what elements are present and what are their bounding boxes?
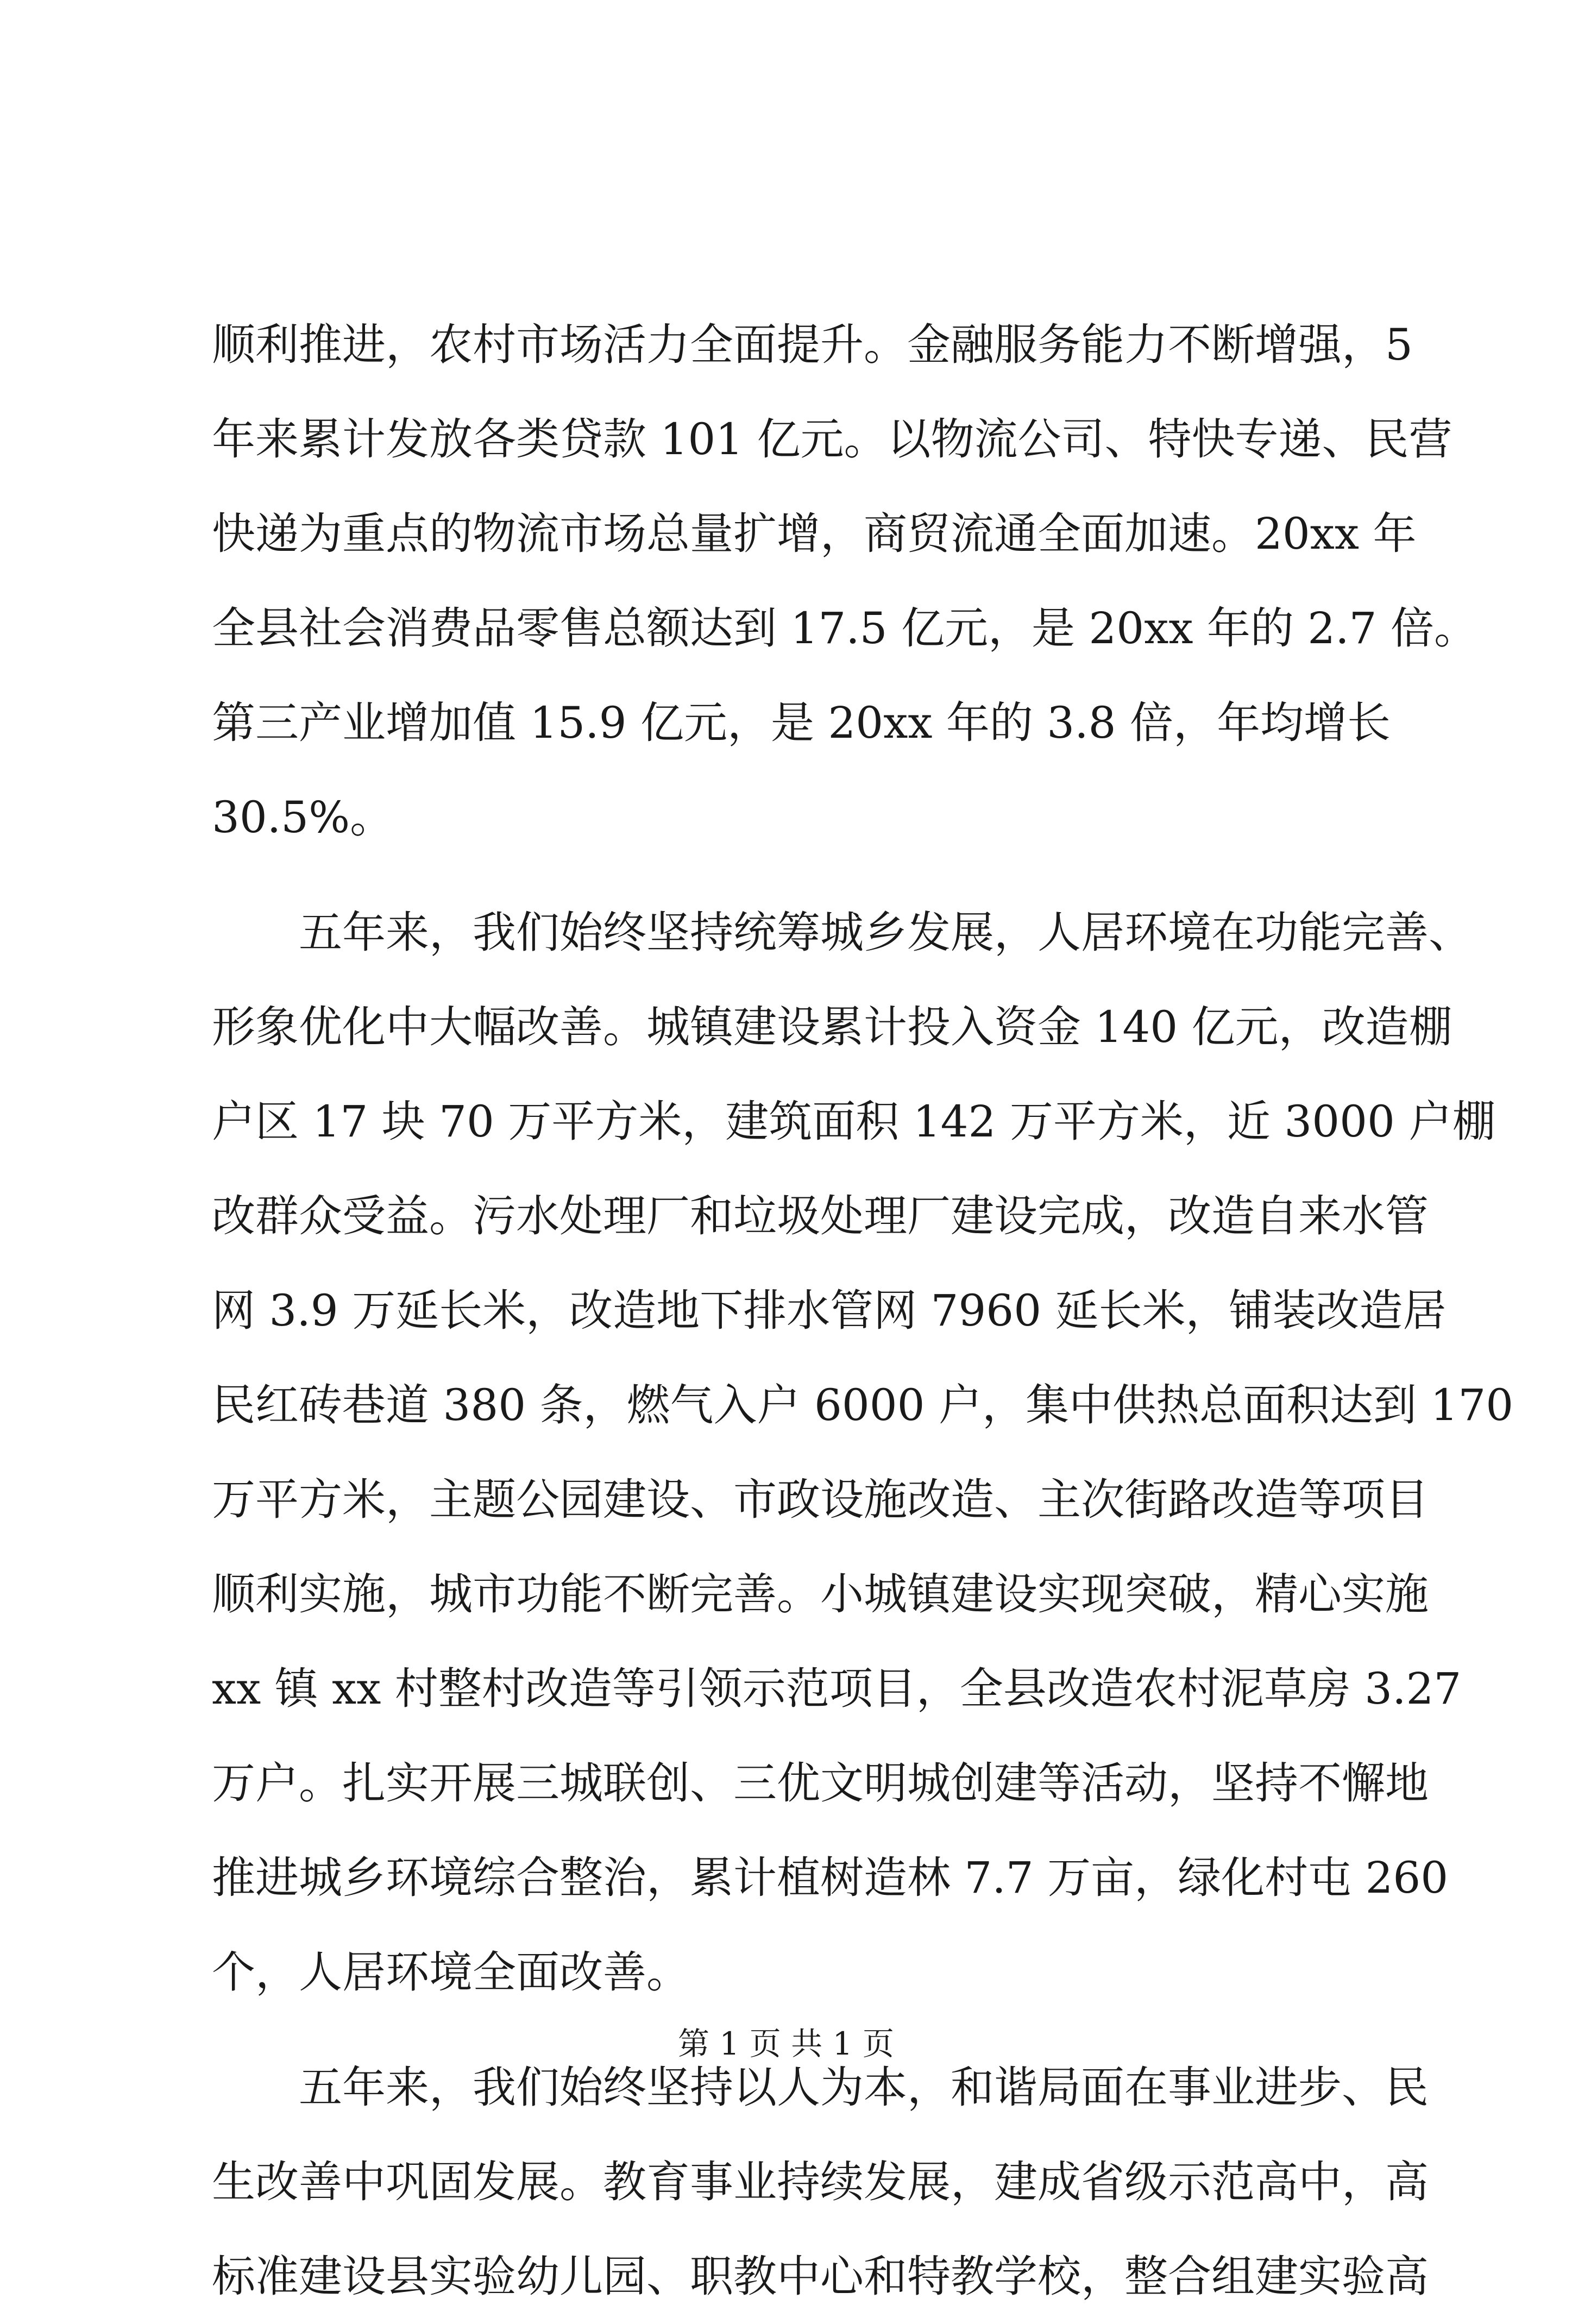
page-number-label: 第 1 页 共 1 页	[678, 2025, 894, 2062]
text-line: 年来累计发放各类贷款 101 亿元。以物流公司、特快专递、民营	[212, 414, 1452, 464]
text-line: 30.5%。	[212, 792, 394, 843]
text-line: 五年来，我们始终坚持统筹城乡发展，人居环境在功能完善、	[299, 907, 1472, 958]
text-line: 改群众受益。污水处理厂和垃圾处理厂建设完成，改造自来水管	[212, 1191, 1429, 1241]
text-line: 万户。扎实开展三城联创、三优文明城创建等活动，坚持不懈地	[212, 1758, 1429, 1808]
text-line: 民红砖巷道 380 条，燃气入户 6000 户，集中供热总面积达到 170	[212, 1380, 1514, 1430]
text-line: 万平方米，主题公园建设、市政设施改造、主次街路改造等项目	[212, 1474, 1429, 1525]
text-line: 个，人居环境全面改善。	[212, 1947, 690, 1998]
text-line: 全县社会消费品零售总额达到 17.5 亿元，是 20xx 年的 2.7 倍。	[212, 603, 1477, 654]
text-line: 生改善中巩固发展。教育事业持续发展，建成省级示范高中，高	[212, 2157, 1429, 2207]
text-line: 形象优化中大幅改善。城镇建设累计投入资金 140 亿元，改造棚	[212, 1002, 1452, 1052]
text-line: 顺利实施，城市功能不断完善。小城镇建设实现突破，精心实施	[212, 1569, 1429, 1619]
body-text	[212, 298, 1514, 2324]
text-line: 五年来，我们始终坚持以人为本，和谐局面在事业进步、民	[299, 2062, 1429, 2113]
text-line: 网 3.9 万延长米，改造地下排水管网 7960 延长米，铺装改造居	[212, 1285, 1447, 1336]
text-line: 推进城乡环境综合整治，累计植树造林 7.7 万亩，绿化村屯 260	[212, 1852, 1449, 1903]
text-line: 顺利推进，农村市场活力全面提升。金融服务能力不断增强，5	[212, 319, 1413, 370]
text-line: 标准建设县实验幼儿园、职教中心和特教学校，整合组建实验高	[212, 2251, 1429, 2302]
text-line: 快递为重点的物流市场总量扩增，商贸流通全面加速。20xx 年	[212, 508, 1417, 559]
text-line: 户区 17 块 70 万平方米，建筑面积 142 万平方米，近 3000 户棚	[212, 1096, 1496, 1147]
text-line: 第三产业增加值 15.9 亿元，是 20xx 年的 3.8 倍，年均增长	[212, 698, 1391, 748]
text-line: xx 镇 xx 村整村改造等引领示范项目，全县改造农村泥草房 3.27	[212, 1663, 1462, 1714]
page-footer	[0, 2022, 1572, 2065]
